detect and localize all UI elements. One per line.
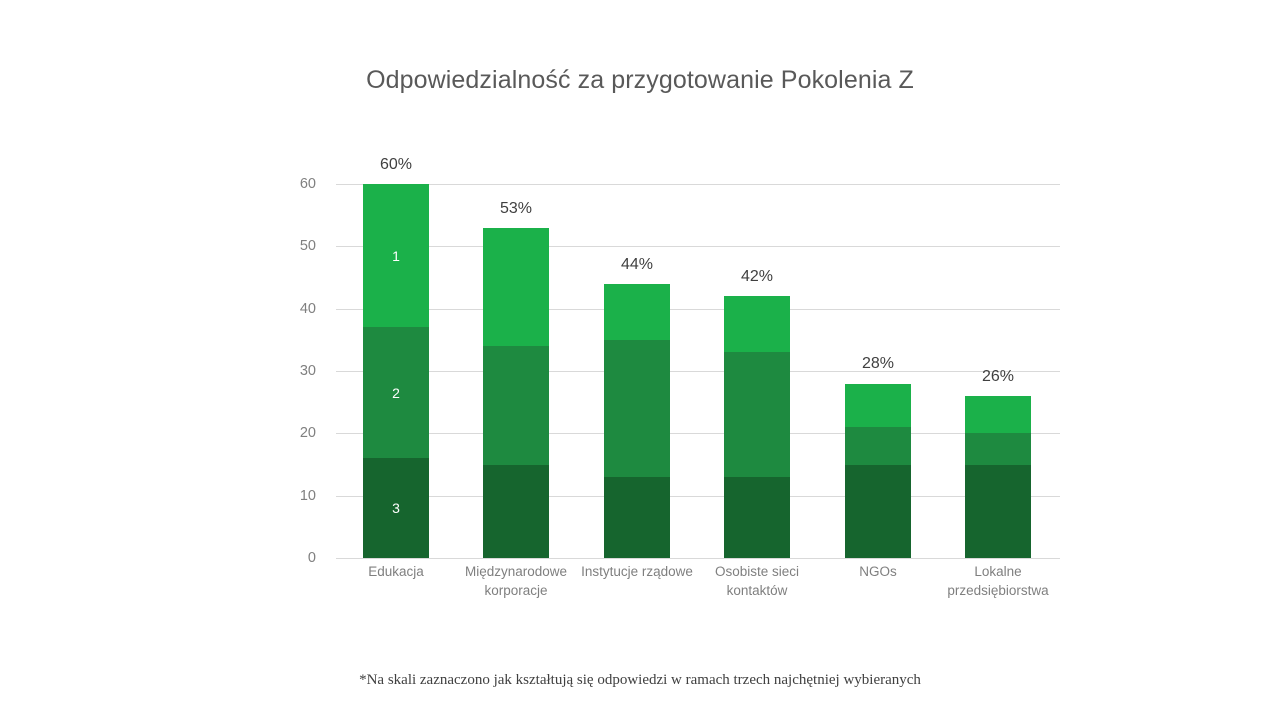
y-tick-10: 10: [299, 487, 316, 504]
bar-segment-3[interactable]: [483, 465, 549, 559]
bar-total-label: 53%: [499, 199, 533, 217]
chart-plot-area: [299, 150, 1060, 598]
x-axis-labels: [336, 562, 1060, 622]
bar-segment-1[interactable]: [965, 396, 1031, 433]
bar-segment-label-3: 3: [392, 500, 400, 517]
bar-stack: [483, 228, 549, 558]
bar-stack: [845, 384, 911, 558]
bar-segment-2[interactable]: [363, 327, 429, 458]
x-tick-label-2: Instytucje rządowe: [581, 564, 693, 579]
bar-segment-1[interactable]: [483, 228, 549, 346]
bar-column-instytucje-rzadowe[interactable]: [577, 150, 697, 558]
bar-segment-3[interactable]: [604, 477, 670, 558]
bar-column-edukacja[interactable]: [336, 150, 456, 558]
bar-segment-3[interactable]: [363, 458, 429, 558]
bar-segment-1[interactable]: [724, 296, 790, 352]
x-tick-label-4: NGOs: [859, 564, 897, 579]
y-tick-50: 50: [299, 238, 316, 255]
bar-stack: [363, 184, 429, 558]
bar-segment-3[interactable]: [724, 477, 790, 558]
y-tick-60: 60: [299, 176, 316, 192]
bar-column-lokalne-przedsiebiorstwa[interactable]: [938, 150, 1058, 558]
bar-segment-2[interactable]: [724, 352, 790, 477]
x-tick-label-5: Lokalne przedsiębiorstwa: [947, 564, 1049, 598]
bar-total-label: 28%: [861, 355, 895, 373]
y-tick-0: 0: [307, 549, 316, 566]
bar-group: [336, 150, 1060, 558]
bar-segment-2[interactable]: [845, 427, 911, 464]
bar-total-label: 42%: [740, 268, 774, 286]
x-tick-label-1: Międzynarodowe korporacje: [464, 564, 568, 598]
bar-column-osobiste-sieci-kontaktow[interactable]: [697, 150, 817, 558]
y-tick-20: 20: [299, 425, 316, 442]
y-tick-30: 30: [299, 362, 316, 379]
bar-total-label: 26%: [981, 367, 1015, 385]
bar-column-miedzynarodowe-korporacje[interactable]: [456, 150, 576, 558]
bar-segment-2[interactable]: [965, 433, 1031, 464]
bar-stack: [724, 296, 790, 558]
bar-segment-1[interactable]: [604, 284, 670, 340]
bar-segment-3[interactable]: [965, 465, 1031, 559]
bar-stack: [965, 396, 1031, 558]
bar-segment-1[interactable]: [363, 184, 429, 327]
bar-column-ngos[interactable]: [818, 150, 938, 558]
y-tick-40: 40: [299, 300, 316, 317]
bar-segment-3[interactable]: [845, 465, 911, 559]
chart-footnote: *Na skali zaznaczono jak kształtują się odpowiedzi w ramach trzech najchętniej wybieranych: [359, 672, 921, 688]
x-tick-label-0: Edukacja: [368, 564, 424, 579]
bar-segment-1[interactable]: [845, 384, 911, 428]
bar-total-label: 44%: [620, 255, 654, 273]
bar-segment-2[interactable]: [604, 340, 670, 477]
bar-total-label: 60%: [379, 156, 413, 173]
page-title: Odpowiedzialność za przygotowanie Pokolenia Z: [366, 66, 914, 94]
x-tick-label-3: Osobiste sieci kontaktów: [714, 564, 800, 598]
bar-stack: [604, 284, 670, 558]
bar-segment-label-1: 1: [392, 247, 400, 264]
bar-segment-2[interactable]: [483, 346, 549, 464]
bar-segment-label-2: 2: [392, 384, 400, 401]
